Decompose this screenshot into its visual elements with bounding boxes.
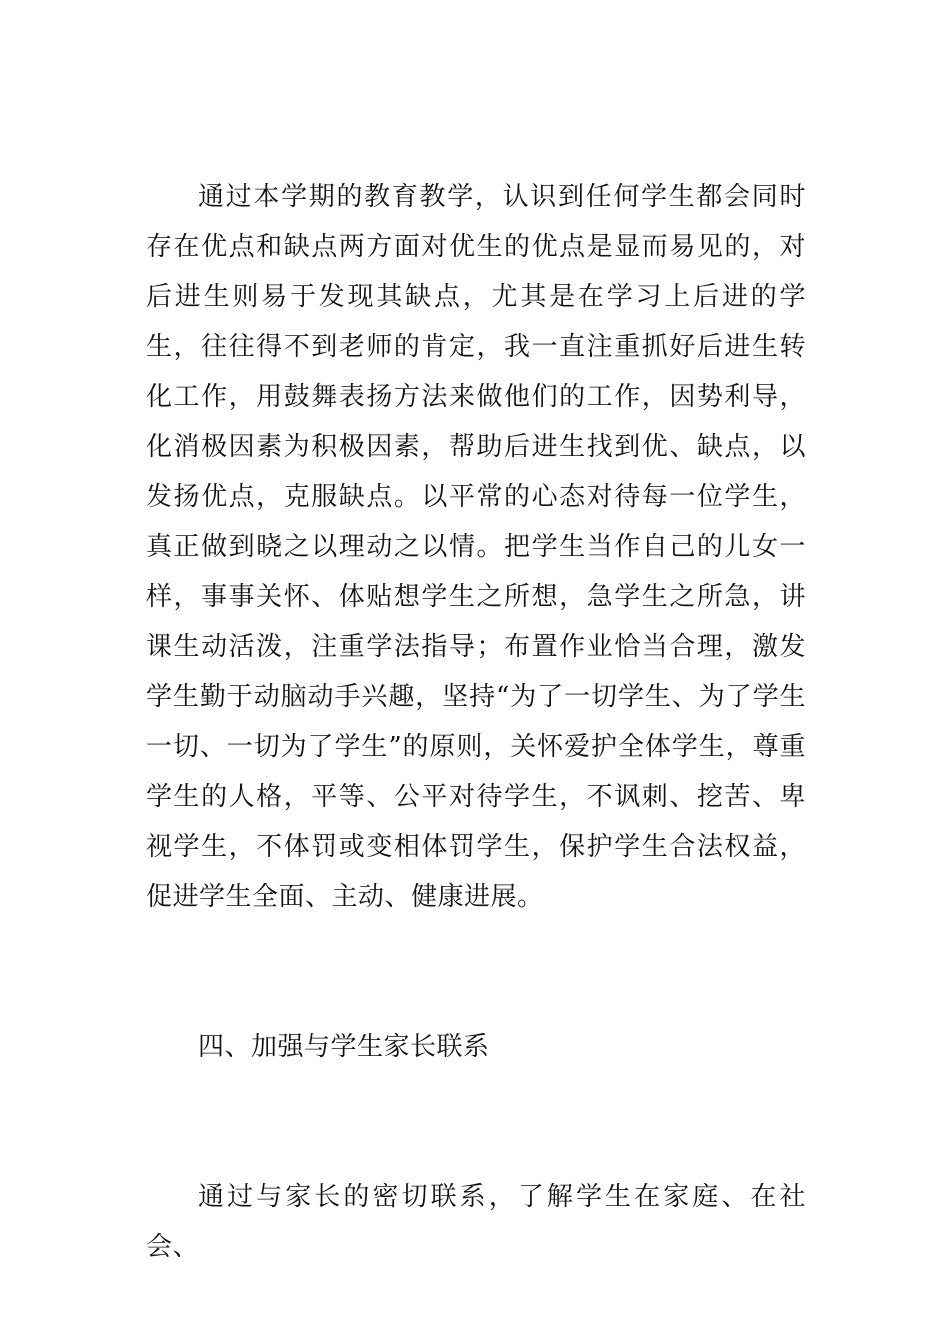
body-paragraph: 通过与家长的密切联系，了解学生在家庭、在社会、 [146, 1182, 806, 1262]
section-heading: 四、加强与学生家长联系 [198, 1032, 490, 1062]
body-paragraph: 通过本学期的教育教学，认识到任何学生都会同时存在优点和缺点两方面对优生的优点是显而易见的，对后进生则易于发现其缺点，尤其是在学习上后进的学生，往往得不到老师的肯定，我一直注重抓好后进生转化工作，用鼓舞表扬方法来做他们的工作，因势利导，化消极因素为积极因素，帮助后进生找到优、缺点，以发扬优点，克服缺点。以平常的心态对待每一位学生，真正做到晓之以理动之以情。把学生当作自己的儿女一样，事事关怀、体贴想学生之所想，急学生之所急，讲课生动活泼，注重学法指导；布置作业恰当合理，激发学生勤于动脑动手兴趣，坚持“为了一切学生、为了学生一切、一切为了学生”的原则，关怀爱护全体学生，尊重学生的人格，平等、公平对待学生，不讽刺、挖苦、卑视学生，不体罚或变相体罚学生，保护学生合法权益，促进学生全面、主动、健康进展。 [146, 182, 806, 912]
